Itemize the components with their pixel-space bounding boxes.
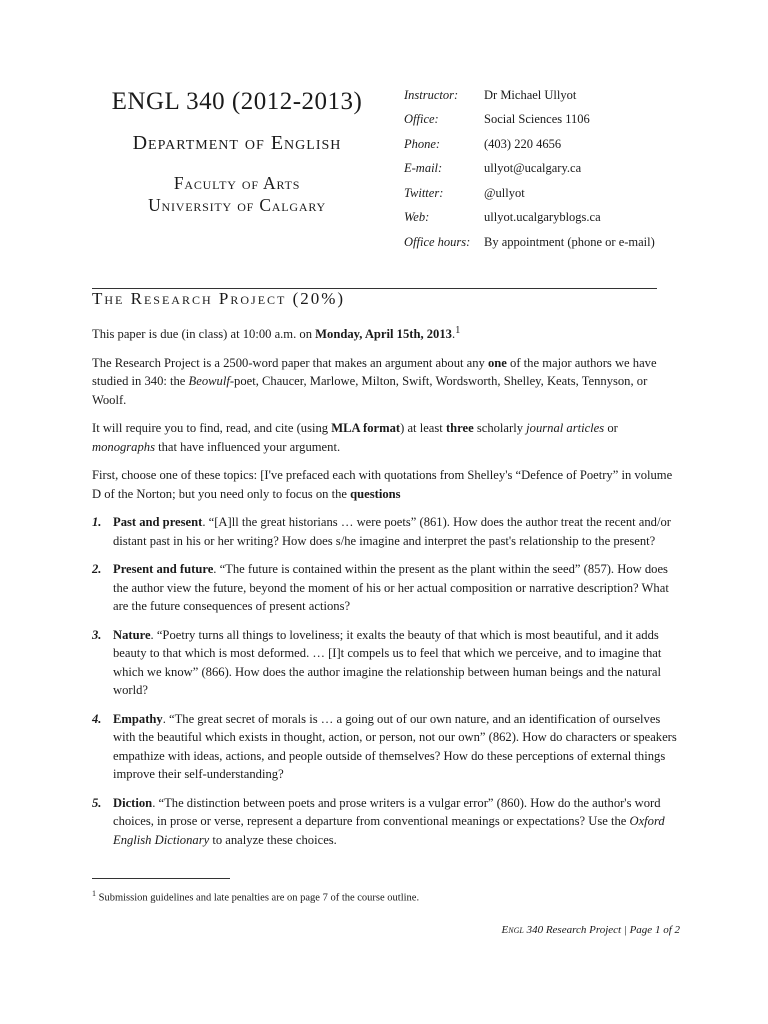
contact-value: Dr Michael Ullyot xyxy=(484,87,577,102)
contact-row-office-hours xyxy=(404,230,704,255)
footnote-mark: 1 xyxy=(92,889,96,898)
text-run: scholarly xyxy=(473,421,527,436)
contact-value: Social Sciences 1106 xyxy=(484,112,590,127)
topic-text: to analyze these choices. xyxy=(209,832,337,847)
course-header xyxy=(92,86,382,216)
contact-row-twitter xyxy=(404,181,704,206)
topic-item xyxy=(92,513,682,550)
topic-title: Empathy xyxy=(113,711,163,726)
topic-text: . “The distinction between poets and prose writers is a vulgar error” (860). How do the author's word choices, in prose or verse, represent a departure from conventional meanings or expectations? Use the xyxy=(113,795,661,829)
email-link[interactable]: ullyot@ucalgary.ca xyxy=(484,161,582,176)
university-name: University of Calgary xyxy=(148,195,326,215)
contact-key: Instructor: xyxy=(404,87,459,102)
choose-paragraph xyxy=(92,466,682,503)
topic-text: . “The great secret of morals is … a going out of our own nature, and an identification of ourselves with the beautiful which exists in thought, action, or person, not our own” (862). How do characters or speakers empathize with ideas, actions, and people outside of themselves? How do these perceptions of external things improve their self-understanding? xyxy=(113,711,677,782)
topic-item xyxy=(92,626,682,700)
topic-title: Past and present xyxy=(113,515,203,530)
topic-text: . “Poetry turns all things to loveliness; it exalts the beauty of that which is most beautiful, and it adds beauty to that which is most deformed. … [I]t compels us to feel that which we perceive, and to imagine that which we know” (866). How does the author imagine the relationship between human beings and the natural world? xyxy=(113,627,662,698)
department-name: Department of English xyxy=(132,132,342,154)
topic-title: Nature xyxy=(113,627,151,642)
assignment-body xyxy=(92,322,682,859)
contact-key: E-mail: xyxy=(404,161,443,176)
emphasis-monographs: monographs xyxy=(92,439,155,454)
footnote-text: Submission guidelines and late penalties are on page 7 of the course outline. xyxy=(96,892,420,904)
footnote xyxy=(92,887,419,906)
text-run: or xyxy=(604,421,618,436)
section-heading: The Research Project (20%) xyxy=(92,289,346,308)
contact-row-phone xyxy=(404,132,704,157)
emphasis-mla: MLA format xyxy=(331,421,401,436)
contact-key: Office hours: xyxy=(404,234,471,249)
text-run: The Research Project is a 2500-word paper that makes an argument about any xyxy=(92,355,488,370)
contact-key: Phone: xyxy=(404,136,441,151)
text-run: First, choose one of these topics: [I've prefaced each with quotations from Shelley's “Defence of Poetry” in volume D of the Norton; but you need only to focus on the xyxy=(92,468,673,501)
emphasis-journal-articles: journal articles xyxy=(526,421,605,436)
twitter-handle: @ullyot xyxy=(484,185,525,200)
contact-value: (403) 220 4656 xyxy=(484,136,562,151)
text-run: that have influenced your argument. xyxy=(154,439,341,454)
page-footer xyxy=(502,924,680,936)
topic-text: . “The future is contained within the present as the plant within the seed” (857). How does the author view the future, beyond the moment of his or her actual composition or narrative description? What are the future consequences of present actions? xyxy=(113,562,669,614)
due-suffix: . xyxy=(451,327,456,342)
emphasis-three: three xyxy=(445,421,474,436)
footnote-rule xyxy=(92,878,230,879)
contact-row-email xyxy=(404,157,704,182)
topic-item xyxy=(92,794,682,850)
topic-title: Present and future xyxy=(113,562,214,577)
contact-key: Web: xyxy=(404,210,430,225)
web-link[interactable]: ullyot.ucalgaryblogs.ca xyxy=(484,210,601,225)
topic-list xyxy=(92,513,682,849)
contact-key: Twitter: xyxy=(404,185,444,200)
title-beowulf: Beowulf xyxy=(188,374,230,389)
text-run: ) at least xyxy=(400,421,446,436)
topic-title: Diction xyxy=(113,795,153,810)
contact-key: Office: xyxy=(404,112,439,127)
emphasis-questions: questions xyxy=(350,486,401,501)
requirement-paragraph xyxy=(92,419,682,456)
topic-number: 2. xyxy=(92,562,102,577)
instructor-contact-table xyxy=(404,83,704,255)
title-oed: Oxford English Dictionary xyxy=(113,814,665,847)
topic-number: 5. xyxy=(92,795,102,810)
footnote-reference[interactable]: 1 xyxy=(455,325,461,336)
course-title: ENGL 340 (2012-2013) xyxy=(111,88,363,115)
due-text: This paper is due (in class) at 10:00 a.m. on xyxy=(92,327,316,342)
topic-item xyxy=(92,710,682,784)
intro-paragraph xyxy=(92,354,682,410)
text-run: It will require you to find, read, and cite (using xyxy=(92,421,332,436)
contact-row-instructor xyxy=(404,83,704,108)
text-run: -poet, Chaucer, Marlowe, Milton, Swift, Wordsworth, Shelley, Keats, Tennyson, or Woolf. xyxy=(92,374,648,407)
topic-item xyxy=(92,560,682,616)
due-paragraph xyxy=(92,322,682,344)
due-date: Monday, April 15th, 2013 xyxy=(315,327,452,342)
footer-course: Engl xyxy=(501,924,524,936)
text-run: of the major authors we have studied in 340: the xyxy=(92,355,657,389)
topic-text: . “[A]ll the great historians … were poets” (861). How does the author treat the recent and/or distant past in his or her writing? How does s/he imagine and interpret the past's relationship to the present? xyxy=(113,515,671,548)
topic-number: 3. xyxy=(92,627,102,642)
footer-page-info: 340 Research Project | Page 1 of 2 xyxy=(523,924,680,936)
topic-number: 4. xyxy=(92,711,102,726)
faculty-name: Faculty of Arts xyxy=(173,173,301,193)
emphasis-one: one xyxy=(488,355,507,370)
contact-row-office xyxy=(404,108,704,133)
contact-row-web xyxy=(404,206,704,231)
topic-number: 1. xyxy=(92,515,102,530)
contact-value: By appointment (phone or e-mail) xyxy=(484,234,655,249)
